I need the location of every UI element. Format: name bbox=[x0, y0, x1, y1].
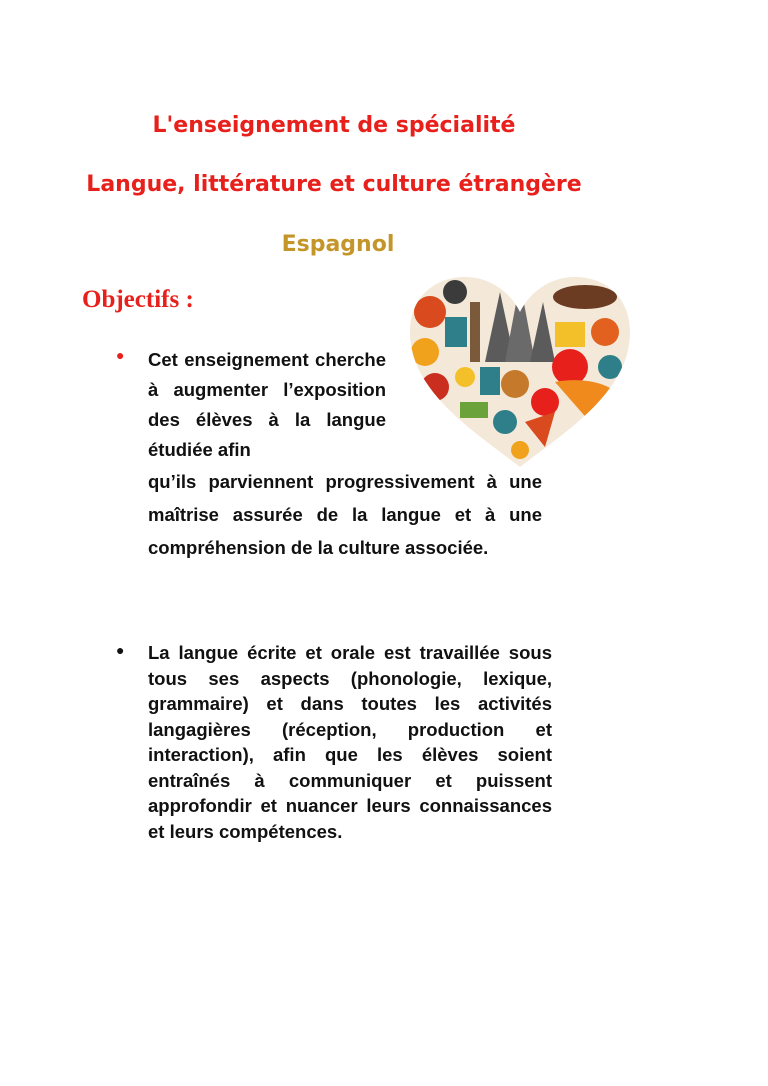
bullet-1-text-part2: qu’ils parviennent progressivement à une maîtrise assurée de la langue et à une compréhension de la culture associée. bbox=[148, 471, 542, 558]
bullet-2-text: La langue écrite et orale est travaillée sous tous ses aspects (phonologie, lexique, grammaire) et dans toutes les activités langagières (réception, production et interaction), afin que les élèves soient entraînés à communiquer et puissent approfondir et nuancer leurs connaissances et leurs compétences. bbox=[148, 642, 552, 842]
bullet-icon: ● bbox=[116, 642, 125, 658]
bullet-1-text-part1: Cet enseignement cherche à augmenter l’exposition des élèves à la langue étudiée afin bbox=[148, 349, 386, 460]
spanish-culture-heart-icon bbox=[405, 272, 635, 472]
document-title: L'enseignement de spécialité bbox=[152, 113, 516, 138]
document-subtitle: Langue, littérature et culture étrangère bbox=[86, 172, 582, 197]
bullet-icon: ● bbox=[116, 347, 125, 363]
section-title-objectifs: Objectifs : bbox=[82, 286, 194, 313]
language-name: Espagnol bbox=[281, 232, 395, 257]
